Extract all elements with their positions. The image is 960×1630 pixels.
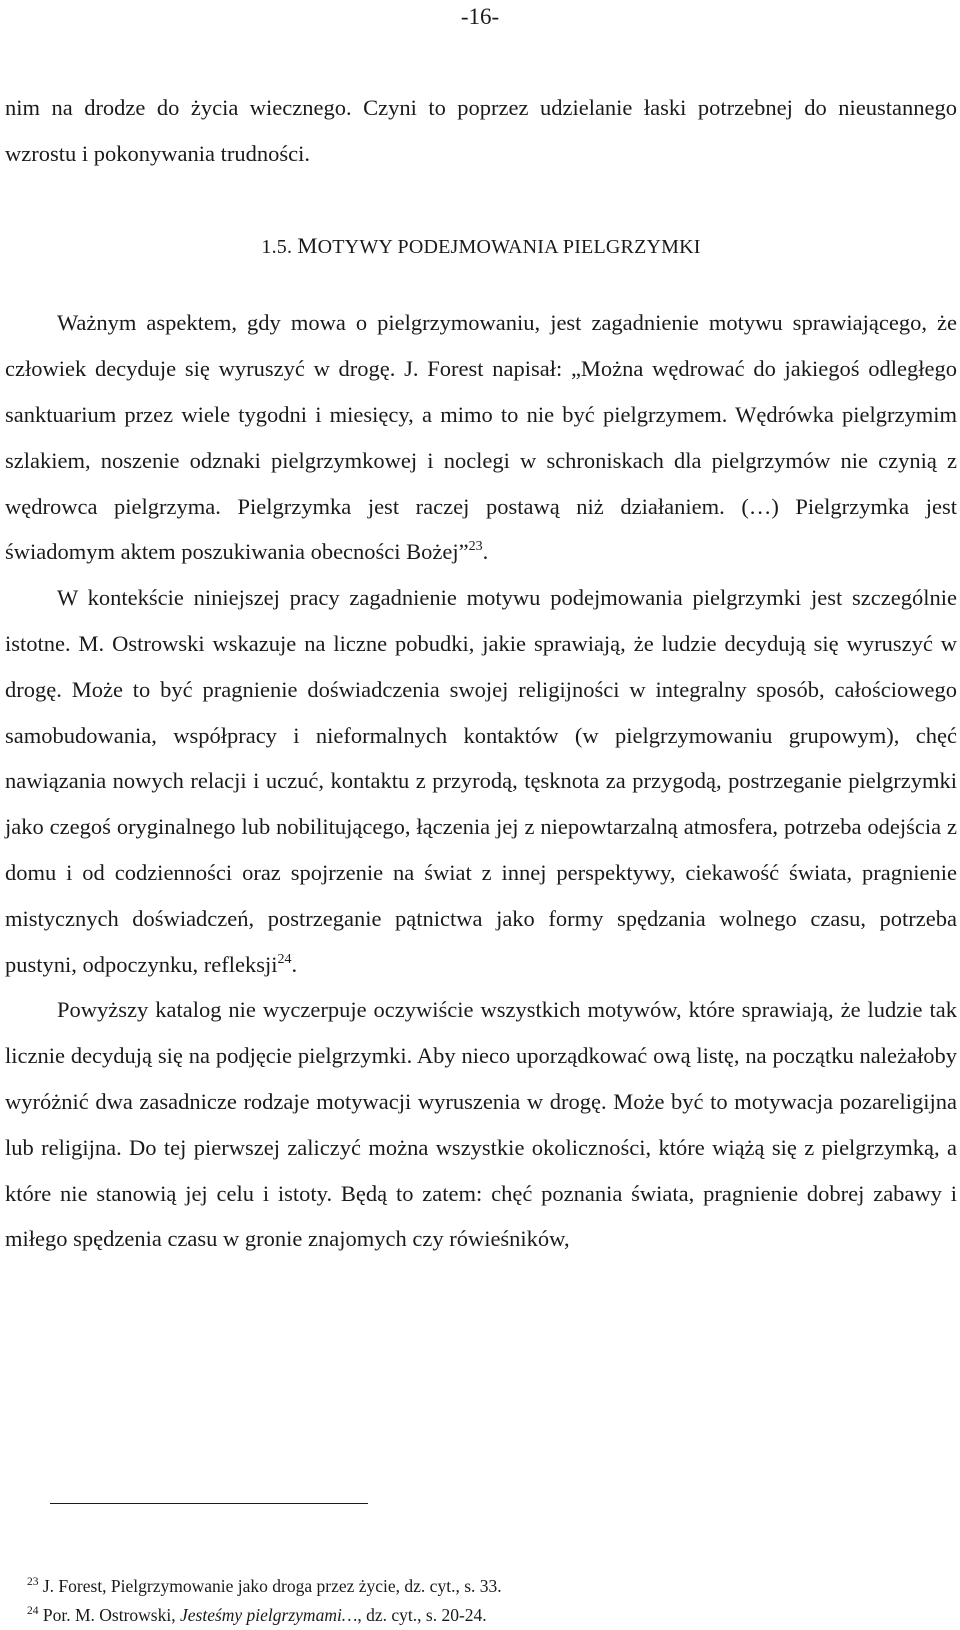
footnote-24 bbox=[27, 1601, 947, 1630]
body-text bbox=[5, 85, 957, 1262]
section-title-rest: OTYWY PODEJMOWANIA PIELGRZYMKI bbox=[317, 235, 701, 258]
footnote-number: 24 bbox=[27, 1605, 39, 1617]
page-number: -16- bbox=[460, 4, 500, 29]
paragraph-text: W kontekście niniejszej pracy zagadnienie motywu podejmowania pielgrzymki jest szczególnie istotne. M. Ostrowski wskazuje na liczne pobudki, jakie sprawiają, że ludzie decydują się wyruszyć w drogę. Może to być pragnienie doświadczenia swojej religijności w integralny sposób, całościowego samobudowania, współpracy i nieformalnych kontaktów (w pielgrzymowaniu grupowym), chęć nawiązania nowych relacji i uczuć, kontaktu z przyrodą, tęsknota za przygodą, postrzeganie pielgrzymki jako czegoś oryginalnego lub nobilitującego, łączenia jej z niepowtarzalną atmosfera, potrzeba odejścia z domu i od codzienności oraz spojrzenie na świat z innej perspektywy, ciekawość świata, pragnienie mistycznych doświadczeń, postrzeganie pątnictwa jako formy spędzania wolnego czasu, potrzeba pustyni, odpoczynku, refleksji bbox=[5, 585, 957, 977]
footnote-text-prefix: Por. M. Ostrowski, bbox=[42, 1605, 180, 1625]
paragraph-forest-quote: Ważnym aspektem, gdy mowa o pielgrzymowaniu, jest zagadnienie motywu sprawiającego, że człowiek decyduje się wyruszyć w drogę. J. Forest napisał: „Można wędrować do jakiegoś odległego sanktuarium przez wiele tygodni i miesięcy, a mimo to nie być pielgrzymem. Wędrówka pielgrzymim szlakiem, noszenie odznaki pielgrzymkowej i noclegi w schroniskach dla pielgrzymów nie czynią z wędrowca pielgrzyma. Pielgrzymka jest raczej postawą niż działaniem. (…) Pielgrzymka jest świadomym aktem poszukiwania obecności Bożej”$^{23}$. bbox=[5, 310, 957, 565]
footnote-text-suffix: , dz. cyt., s. 20-24. bbox=[357, 1605, 487, 1625]
footnote-cited-title: Jesteśmy pielgrzymami… bbox=[179, 1605, 358, 1625]
footnote-reference-24[interactable]: 24 bbox=[277, 951, 292, 967]
footnote-text: J. Forest, Pielgrzymowanie jako droga przez życie, dz. cyt., s. 33. bbox=[42, 1576, 502, 1596]
footnotes bbox=[27, 1572, 947, 1630]
footnote-reference-23[interactable]: 23 bbox=[468, 539, 483, 555]
section-title-initial: M bbox=[297, 232, 318, 258]
footnote-separator bbox=[50, 1503, 368, 1504]
footnote-23 bbox=[27, 1572, 947, 1601]
section-heading bbox=[5, 223, 957, 271]
section-number: 1.5. bbox=[261, 235, 293, 258]
paragraph-continuation: nim na drodze do życia wiecznego. Czyni to poprzez udzielanie łaski potrzebnej do nieustannego wzrostu i pokonywania trudności. bbox=[5, 95, 957, 166]
paragraph-text: Ważnym aspektem, gdy mowa o pielgrzymowaniu, jest zagadnienie motywu sprawiającego, że człowiek decyduje się wyruszyć w drogę. J. Forest napisał: „Można wędrować do jakiegoś odległego sanktuarium przez wiele tygodni i miesięcy, a mimo to nie być pielgrzymem. Wędrówka pielgrzymim szlakiem, noszenie odznaki pielgrzymkowej i noclegi w schroniskach dla pielgrzymów nie czynią z wędrowca pielgrzyma. Pielgrzymka jest raczej postawą niż działaniem. (…) Pielgrzymka jest świadomym aktem poszukiwania obecności Bożej” bbox=[5, 310, 957, 565]
paragraph-ostrowski-motives: W kontekście niniejszej pracy zagadnienie motywu podejmowania pielgrzymki jest szczególnie istotne. M. Ostrowski wskazuje na liczne pobudki, jakie sprawiają, że ludzie decydują się wyruszyć w drogę. Może to być pragnienie doświadczenia swojej religijności w integralny sposób, całościowego samobudowania, współpracy i nieformalnych kontaktów (w pielgrzymowaniu grupowym), chęć nawiązania nowych relacji i uczuć, kontaktu z przyrodą, tęsknota za przygodą, postrzeganie pielgrzymki jako czegoś oryginalnego lub nobilitującego, łączenia jej z niepowtarzalną atmosfera, potrzeba odejścia z domu i od codzienności oraz spojrzenie na świat z innej perspektywy, ciekawość świata, pragnienie mistycznych doświadczeń, postrzeganie pątnictwa jako formy spędzania wolnego czasu, potrzeba pustyni, odpoczynku, refleksji$^{24}$. bbox=[5, 585, 957, 977]
paragraph-motivation-types: Powyższy katalog nie wyczerpuje oczywiście wszystkich motywów, które sprawiają, że ludzie tak licznie decydują się na podjęcie pielgrzymki. Aby nieco uporządkować ową listę, na początku należałoby wyróżnić dwa zasadnicze rodzaje motywacji wyruszenia w drogę. Może być to motywacja pozareligijna lub religijna. Do tej pierwszej zaliczyć można wszystkie okoliczności, które wiążą się z pielgrzymką, a które nie stanowią jej celu i istoty. Będą to zatem: chęć poznania świata, pragnienie dobrej zabawy i miłego spędzenia czasu w gronie znajomych czy rówieśników, bbox=[5, 997, 957, 1252]
footnote-number: 23 bbox=[27, 1576, 39, 1588]
